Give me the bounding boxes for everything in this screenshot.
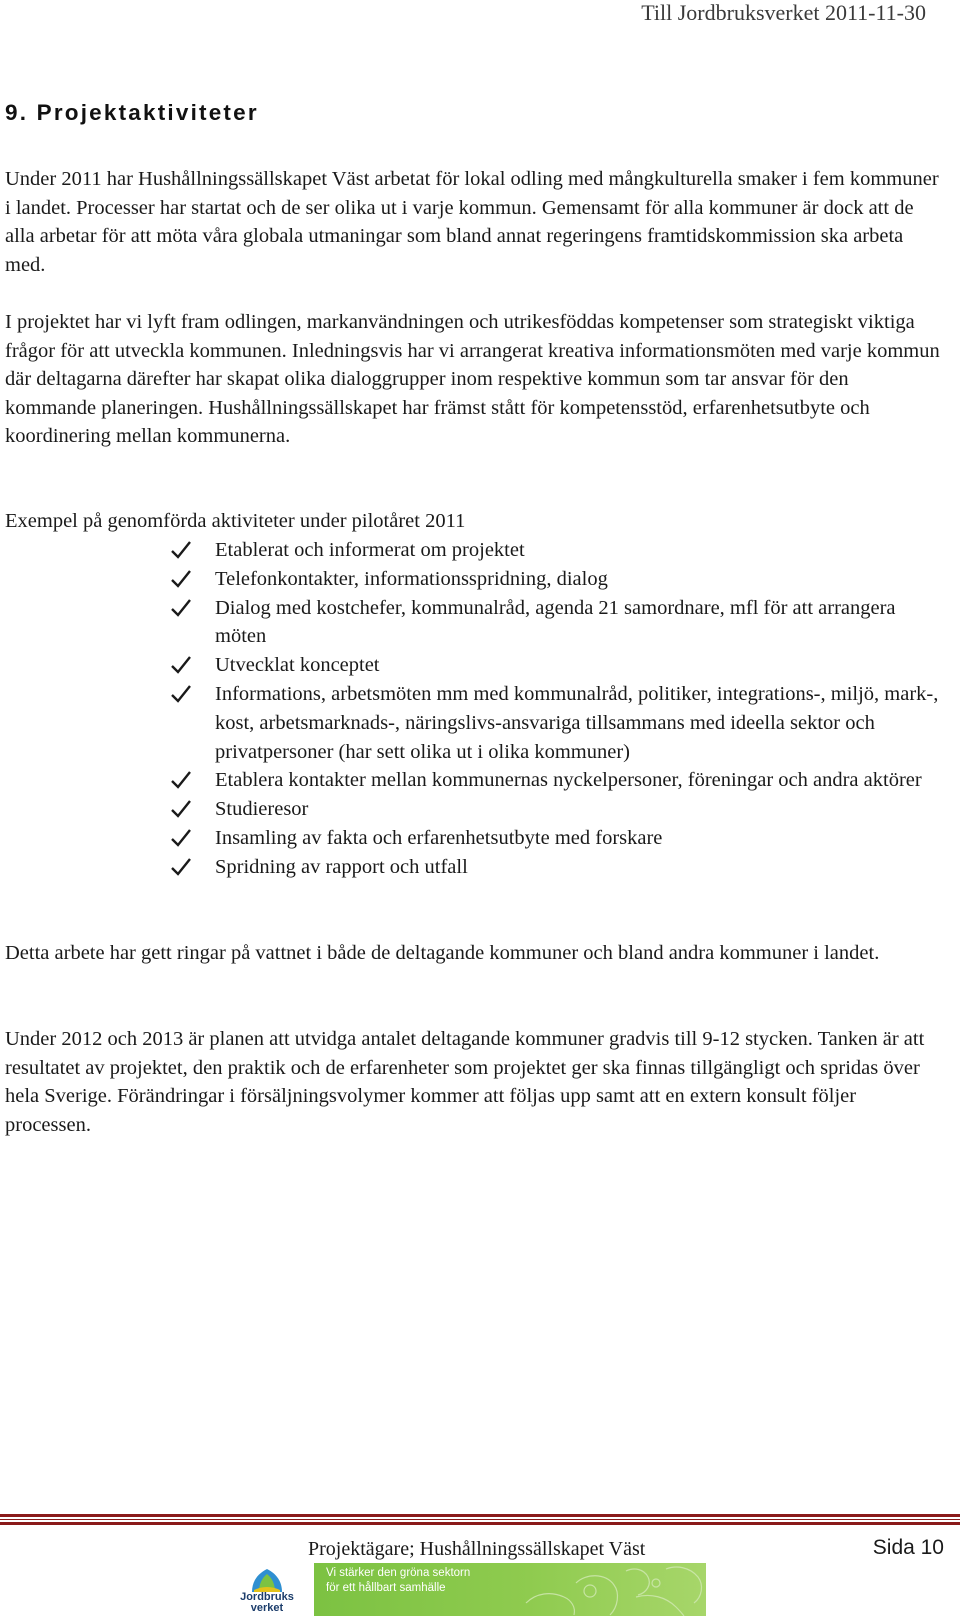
list-item	[170, 651, 940, 680]
intro-paragraph: Under 2011 har Hushållningssällskapet Väst arbetat för lokal odling med mångkulturella smaker i fem kommuner i landet. Processer har startat och de ser olika ut i varje kommun. Gemensamt för alla kommuner är dock att de alla arbetar för att möta våra globala utmaningar som bland annat regeringens framtidskommission ska arbeta med.	[5, 168, 939, 276]
footer-banner	[314, 1563, 706, 1616]
list-item-text: Dialog med kostchefer, kommunalråd, agenda 21 samordnare, mfl för att arrangera möten	[215, 596, 896, 648]
list-item	[170, 680, 940, 766]
check-icon	[170, 828, 192, 848]
list-item-text: Telefonkontakter, informationsspridning, dialog	[215, 567, 608, 590]
banner-line-2: för ett hållbart samhälle	[326, 1582, 446, 1594]
footer-owner: Projektägare; Hushållningssällskapet Väst	[308, 1538, 646, 1560]
list-item-text: Insamling av fakta och erfarenhetsutbyte med forskare	[215, 826, 663, 849]
banner-text	[326, 1566, 470, 1596]
activity-checklist	[170, 536, 940, 882]
list-item-text: Utvecklat konceptet	[215, 654, 380, 677]
list-item-text: Studieresor	[215, 798, 309, 821]
list-item-text: Informations, arbetsmöten mm med kommunalråd, politiker, integrations-, miljö, mark-, kost, arbetsmarknads-, näringslivs-ansvariga tillsammans med ideella sektor och privatpersoner (har sett olika ut i olika kommuner)	[215, 682, 939, 763]
list-item	[170, 795, 940, 824]
activities-intro: Exempel på genomförda aktiviteter under pilotåret 2011	[5, 510, 466, 532]
banner-line-1: Vi stärker den gröna sektorn	[326, 1567, 471, 1579]
header-date: Till Jordbruksverket 2011-11-30	[641, 0, 926, 25]
check-icon	[170, 684, 192, 704]
logo-text: Jordbruks verket	[240, 1591, 294, 1614]
section-heading: 9. Projektaktiviteter	[5, 100, 259, 125]
check-icon	[170, 770, 192, 790]
check-icon	[170, 569, 192, 589]
impact-paragraph: Detta arbete har gett ringar på vattnet i både de deltagande kommuner och bland andra kommuner i landet.	[5, 942, 880, 964]
check-icon	[170, 655, 192, 675]
list-item	[170, 594, 940, 652]
footer-rule	[0, 1522, 960, 1525]
list-item-text: Etablerat och informerat om projektet	[215, 539, 525, 561]
list-item	[170, 565, 940, 594]
check-icon	[170, 540, 192, 560]
list-item	[170, 536, 940, 565]
list-item	[170, 766, 940, 795]
list-item	[170, 853, 940, 882]
plan-paragraph: Under 2012 och 2013 är planen att utvidga antalet deltagande kommuner gradvis till 9-12 stycken. Tanken är att resultatet av projektet, den praktik och de erfarenheter som projektet ger ska finnas tillgängligt och spridas över hela Sverige. Förändringar i försäljningsvolymer kommer att följas upp samt att en extern konsult följer processen.	[5, 1028, 925, 1136]
footer-rule	[0, 1519, 960, 1520]
page-number: Sida 10	[872, 1536, 944, 1559]
list-item-text: Etablera kontakter mellan kommunernas nyckelpersoner, föreningar och andra aktörer	[215, 769, 922, 792]
check-icon	[170, 857, 192, 877]
check-icon	[170, 799, 192, 819]
banner-animals-icon	[516, 1563, 706, 1616]
list-item-text: Spridning av rapport och utfall	[215, 855, 468, 878]
list-item	[170, 824, 940, 853]
check-icon	[170, 598, 192, 618]
footer-rule	[0, 1514, 960, 1517]
project-paragraph: I projektet har vi lyft fram odlingen, markanvändningen och utrikesföddas kompetenser som strategiskt viktiga frågor för att utveckla kommunen. Inledningsvis har vi arrangerat kreativa informationsmöten med varje kommun där deltagarna därefter har skapat olika dialoggrupper inom respektive kommun som tar ansvar för den kommande planeringen. Hushållningssällskapet har främst stått för kompetensstöd, erfarenhetsutbyte och koordinering mellan kommunerna.	[5, 311, 940, 447]
jordbruksverket-logo	[236, 1568, 298, 1616]
